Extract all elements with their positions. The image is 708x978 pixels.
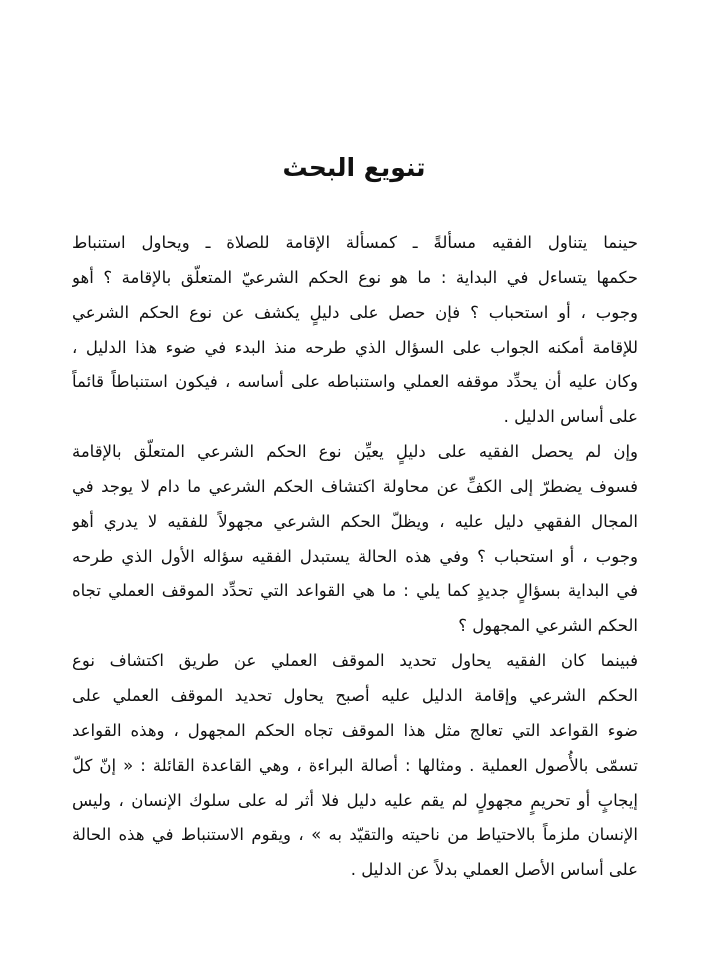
text-line: الإنسان ملزماً بالاحتياط من ناحيته والتقيّد به » ، ويقوم الاستنباط في هذه الحالة xyxy=(72,825,638,845)
text-line: على أساس الأصل العملي بدلاً عن الدليل . xyxy=(350,860,638,880)
text-line: فبينما كان الفقيه يحاول تحديد الموقف العملي عن طريق اكتشاف نوع xyxy=(72,651,638,671)
body-text xyxy=(72,226,638,888)
text-line: ضوء القواعد التي تعالج مثل هذا الموقف تجاه الحكم المجهول ، وهذه القواعد xyxy=(72,720,638,740)
text-line: في البداية بسؤالٍ جديدٍ كما يلي : ما هي القواعد التي تحدِّد الموقف العملي تجاه xyxy=(72,581,638,601)
text-line: الحكم الشرعي المجهول ؟ xyxy=(458,616,638,636)
text-line: للإقامة أمكنه الجواب على السؤال الذي طرحه منذ البدء في ضوء هذا الدليل ، xyxy=(72,337,638,357)
text-line: وإن لم يحصل الفقيه على دليلٍ يعيِّن نوع الحكم الشرعي المتعلّق بالإقامة xyxy=(72,442,638,462)
text-line: الحكم الشرعي وإقامة الدليل عليه أصبح يحاول تحديد الموقف العملي على xyxy=(72,685,638,705)
paragraph xyxy=(72,435,638,644)
paragraph xyxy=(72,644,638,888)
text-line: على أساس الدليل . xyxy=(503,407,638,427)
text-line: وجوب ، أو استحباب ؟ فإن حصل على دليلٍ يكشف عن نوع الحكم الشرعي xyxy=(72,302,638,322)
text-line: إيجابٍ أو تحريمٍ مجهولٍ لم يقم عليه دليل فلا أثر له على سلوك الإنسان ، وليس xyxy=(72,790,638,810)
text-line: فسوف يضطرّ إلى الكفِّ عن محاولة اكتشاف الحكم الشرعي ما دام لا يوجد في xyxy=(72,476,638,496)
paragraph xyxy=(72,226,638,435)
section-title: تنويع البحث xyxy=(282,153,426,182)
text-line: حينما يتناول الفقيه مسألةً ـ كمسألة الإقامة للصلاة ـ ويحاول استنباط xyxy=(72,233,638,252)
text-line: وكان عليه أن يحدِّد موقفه العملي واستنباطه على أساسه ، فيكون استنباطاً قائماً xyxy=(72,372,638,392)
text-line: تسمّى بالأُصول العملية . ومثالها : أصالة البراءة ، وهي القاعدة القائلة : « إنّ كلّ xyxy=(72,755,638,775)
text-line: حكمها يتساءل في البداية : ما هو نوع الحكم الشرعيّ المتعلّق بالإقامة ؟ أهو xyxy=(72,267,638,287)
text-line: المجال الفقهي دليل عليه ، ويظلّ الحكم الشرعي مجهولاً للفقيه لا يدري أهو xyxy=(72,511,638,531)
text-line: وجوب ، أو استحباب ؟ وفي هذه الحالة يستبدل الفقيه سؤاله الأول الذي طرحه xyxy=(72,546,638,566)
